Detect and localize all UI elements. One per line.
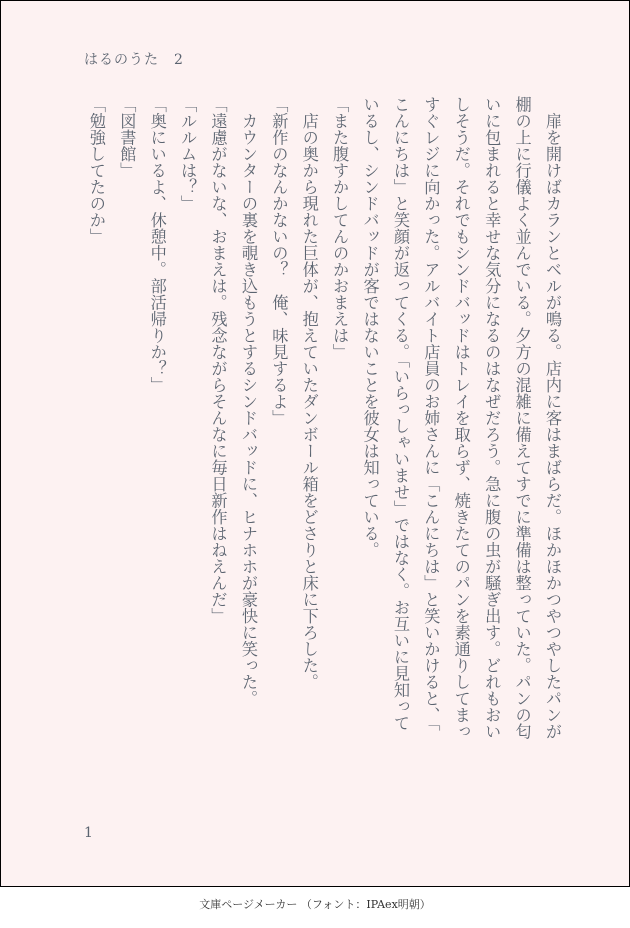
page-number: 1	[84, 825, 93, 841]
text-line: いるし、シンドバッドが客ではないことを彼女は知っている。	[360, 96, 380, 558]
text-line: 「奥にいるよ、休憩中。部活帰りか？」	[147, 96, 167, 393]
text-line: 扉を開けばカランとベルが鳴る。店内に客はまばらだ。ほかほかつやつやしたパンが	[543, 96, 562, 740]
text-line: こんにちは」と笑顔が返ってくる。「いらっしゃいませ」ではなく。お互いに見知って	[390, 96, 410, 732]
text-line: いに包まれると幸せな気分になるのはなぜだろう。急に腹の虫が騒ぎ出す。どれもおい	[482, 96, 502, 740]
text-line: すぐレジに向かった。アルバイト店員のお姉さんに「こんにちは」と笑いかけると、「	[421, 96, 441, 732]
page-header-title: はるのうた 2	[84, 52, 184, 68]
text-line: 店の奥から現れた巨体が、抱えていたダンボール箱をどさりと床に下ろした。	[299, 96, 319, 690]
text-line: 「また腹すかしてんのかおまえは」	[330, 96, 350, 360]
text-line: 棚の上に行儀よく並んでいる。夕方の混雑に備えてすでに準備は整っていた。パンの匂	[512, 96, 532, 740]
footer-credit: 文庫ページメーカー （フォント：IPAex明朝）	[199, 898, 431, 911]
text-line: 「ルルムは？」	[178, 96, 198, 212]
text-line: 「遠慮がないな、おまえは。残念ながらそんなに毎日新作はねえんだ」	[208, 96, 228, 624]
text-line: 「勉強してたのか」	[86, 96, 106, 245]
text-line: カウンターの裏を覗き込もうとするシンドバッドに、ヒナホホが豪快に笑った。	[238, 96, 258, 707]
text-line: しそうだ。それでもシンドバッドはトレイを取らず、焼きたてのパンを素通りしてまっ	[451, 96, 471, 740]
text-line: 「新作のなんかないの？ 俺、味見するよ」	[269, 96, 289, 426]
text-line: 「図書館」	[117, 96, 137, 179]
vertical-body-text	[81, 96, 568, 776]
